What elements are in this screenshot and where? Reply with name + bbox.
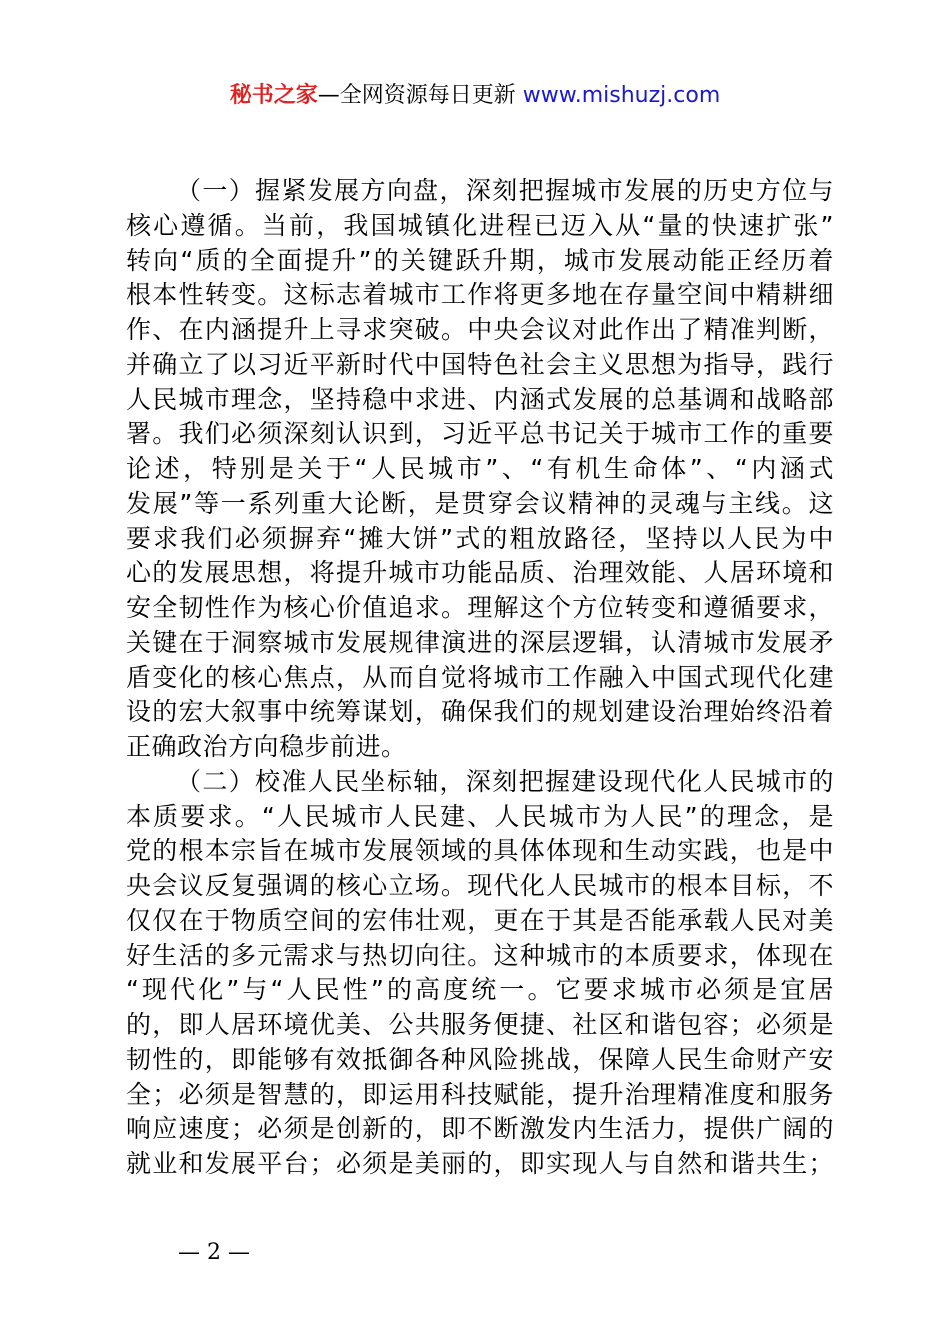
paragraph-line: 正确政治方向稳步前进。 bbox=[126, 732, 407, 761]
paragraph-line: 核心遵循。当前，我国城镇化进程已迈入从“量的快速扩张” bbox=[126, 210, 834, 240]
paragraph-line: 本质要求。“人民城市人民建、人民城市为人民”的理念，是 bbox=[126, 801, 834, 831]
paragraph-line: 根本性转变。这标志着城市工作将更多地在存量空间中精耕细 bbox=[126, 280, 834, 310]
paragraph-line: “现代化”与“人民性”的高度统一。它要求城市必须是宜居 bbox=[126, 975, 834, 1005]
site-url[interactable]: www.mishuzj.com bbox=[522, 83, 721, 108]
paragraph-line: 转向“质的全面提升”的关键跃升期，城市发展动能正经历着 bbox=[126, 245, 834, 275]
paragraph-line: 作、在内涵提升上寻求突破。中央会议对此作出了精准判断， bbox=[126, 315, 834, 344]
paragraph-line: 全；必须是智慧的，即运用科技赋能，提升治理精准度和服务 bbox=[126, 1079, 834, 1109]
paragraph-line: 响应速度；必须是创新的，即不断激发内生活力，提供广阔的 bbox=[126, 1114, 834, 1144]
paragraph-line: 并确立了以习近平新时代中国特色社会主义思想为指导，践行 bbox=[126, 349, 834, 379]
paragraph-line: 央会议反复强调的核心立场。现代化人民城市的根本目标，不 bbox=[126, 871, 834, 900]
site-slogan: —全网资源每日更新 bbox=[317, 83, 523, 108]
paragraph-line: 党的根本宗旨在城市发展领域的具体体现和生动实践，也是中 bbox=[126, 836, 834, 866]
page-number: — 2 — bbox=[178, 1240, 250, 1265]
paragraph-2 bbox=[126, 765, 834, 1182]
site-header bbox=[0, 80, 950, 112]
paragraph-line: 韧性的，即能够有效抵御各种风险挑战，保障人民生命财产安 bbox=[126, 1044, 834, 1074]
paragraph-line: 论述，特别是关于“人民城市”、“有机生命体”、“内涵式 bbox=[126, 454, 834, 483]
site-name: 秘书之家 bbox=[229, 83, 318, 108]
paragraph-line: （二）校准人民坐标轴，深刻把握建设现代化人民城市的 bbox=[176, 766, 834, 796]
paragraph-line: 设的宏大叙事中统筹谋划，确保我们的规划建设治理始终沿着 bbox=[126, 697, 834, 727]
paragraph-line: 安全韧性作为核心价值追求。理解这个方位转变和遵循要求， bbox=[126, 593, 834, 622]
paragraph-line: 关键在于洞察城市发展规律演进的深层逻辑，认清城市发展矛 bbox=[126, 627, 834, 657]
paragraph-line: 署。我们必须深刻认识到，习近平总书记关于城市工作的重要 bbox=[126, 419, 834, 449]
paragraph-line: 发展”等一系列重大论断，是贯穿会议精神的灵魂与主线。这 bbox=[126, 488, 834, 518]
paragraph-1 bbox=[126, 174, 834, 765]
paragraph-line: （一）握紧发展方向盘，深刻把握城市发展的历史方位与 bbox=[176, 176, 834, 205]
paragraph-line: 好生活的多元需求与热切向往。这种城市的本质要求，体现在 bbox=[126, 940, 834, 970]
document-body bbox=[126, 174, 834, 1182]
paragraph-line: 要求我们必须摒弃“摊大饼”式的粗放路径，坚持以人民为中 bbox=[126, 523, 834, 553]
paragraph-line: 仅仅在于物质空间的宏伟壮观，更在于其是否能承载人民对美 bbox=[126, 905, 834, 935]
paragraph-line: 人民城市理念，坚持稳中求进、内涵式发展的总基调和战略部 bbox=[126, 384, 834, 414]
paragraph-line: 的，即人居环境优美、公共服务便捷、社区和谐包容；必须是 bbox=[126, 1010, 834, 1039]
paragraph-line: 盾变化的核心焦点，从而自觉将城市工作融入中国式现代化建 bbox=[126, 662, 834, 692]
paragraph-line: 就业和发展平台；必须是美丽的，即实现人与自然和谐共生； bbox=[126, 1149, 834, 1178]
paragraph-line: 心的发展思想，将提升城市功能品质、治理效能、人居环境和 bbox=[126, 558, 834, 588]
